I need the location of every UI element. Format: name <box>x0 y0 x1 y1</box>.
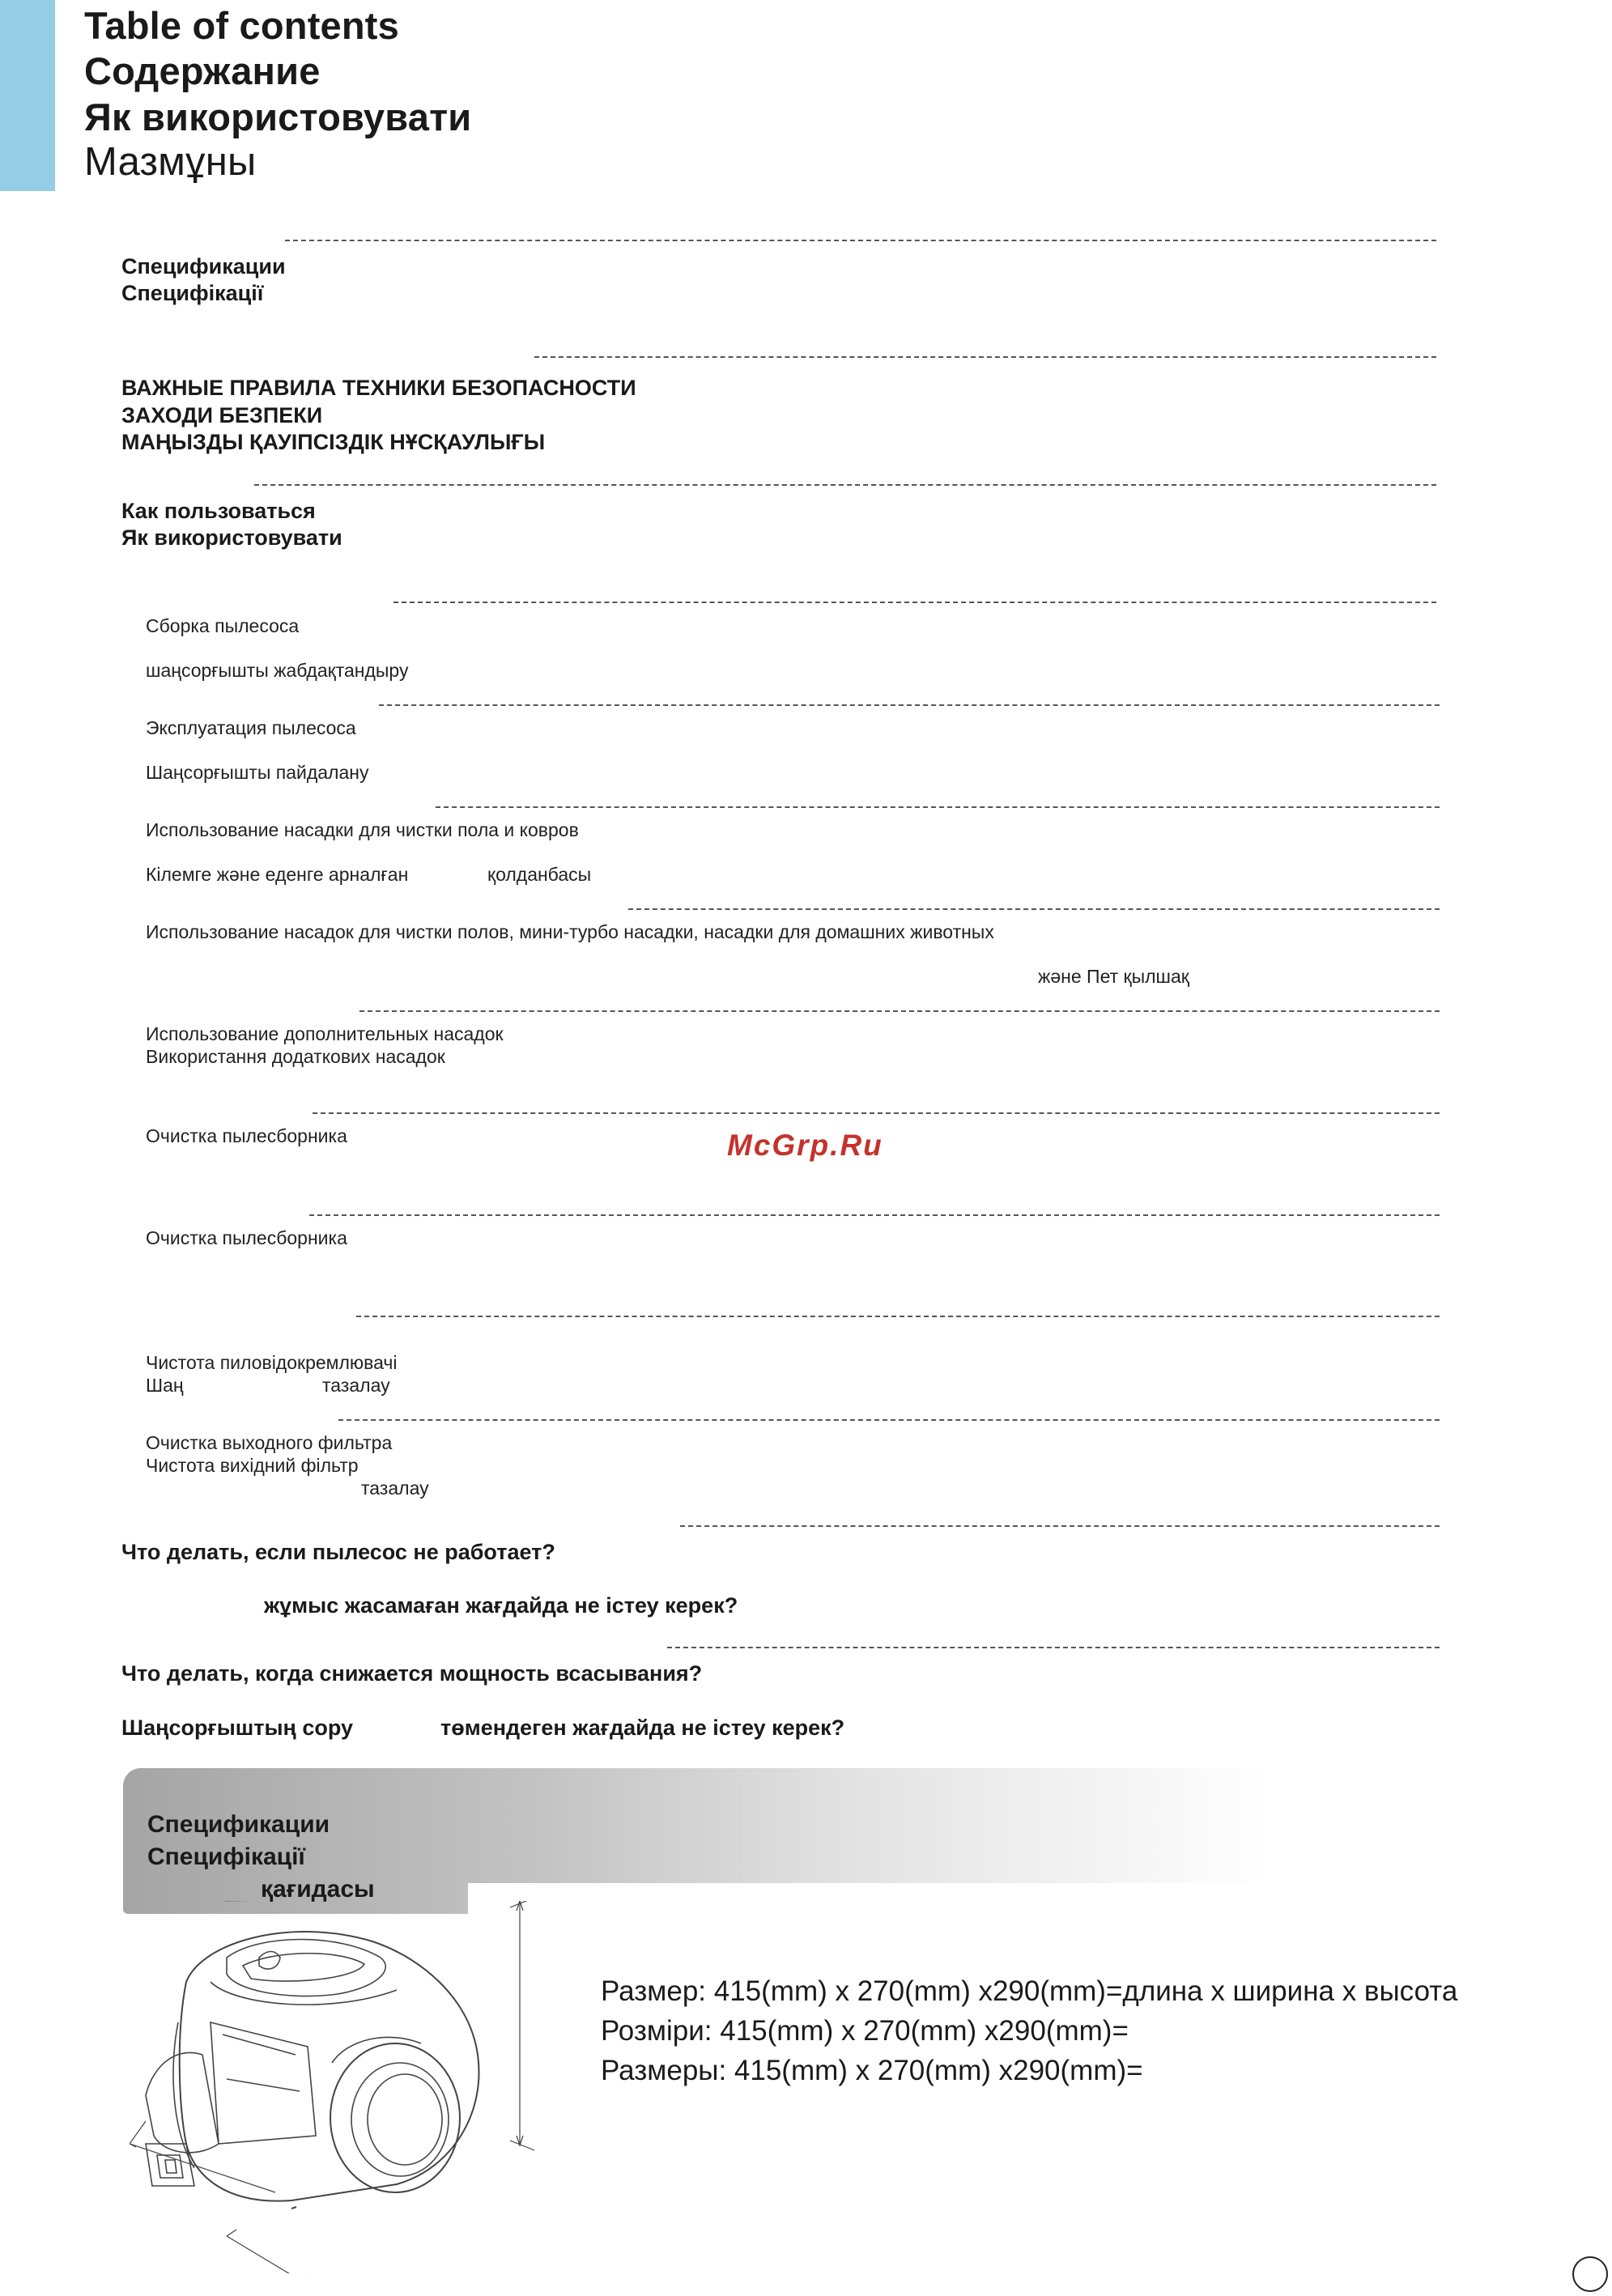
toc-leader-operation <box>379 704 1440 706</box>
toc-exhaust-filter-ru[interactable]: Очистка выходного фильтра <box>146 1432 393 1453</box>
toc-dust-bin-2[interactable]: Очистка пылесборника <box>146 1227 347 1248</box>
toc-leader-accessories <box>359 1010 1440 1012</box>
toc-turbo-nozzle-kk[interactable]: және Пет қылшақ <box>1038 966 1189 987</box>
specifications-title-kk: қағидасы <box>261 1876 375 1903</box>
title-soderzhanie: Содержание <box>84 49 321 92</box>
toc-floor-nozzle-ru[interactable]: Использование насадки для чистки пола и ковров <box>146 819 579 840</box>
toc-dust-bin-1[interactable]: Очистка пылесборника <box>146 1125 347 1146</box>
toc-usage-ru[interactable]: Как пользоваться <box>121 499 316 523</box>
specifications-title-ru: Спецификации <box>147 1811 330 1838</box>
toc-accessories-uk[interactable]: Використання додаткових насадок <box>146 1046 445 1067</box>
toc-exhaust-filter-kk[interactable]: тазалау <box>361 1478 429 1499</box>
toc-operation-kk[interactable]: Шаңсорғышты пайдалану <box>146 762 369 783</box>
dimension-line-uk: Розміри: 415(mm) x 270(mm) x290(mm)= <box>601 2015 1129 2047</box>
toc-leader-dust-bin-1 <box>313 1112 1440 1114</box>
toc-floor-nozzle-kk-suffix[interactable]: қолданбасы <box>487 864 592 885</box>
vacuum-cleaner-drawing <box>130 1901 567 2273</box>
toc-assembly-kk[interactable]: шаңсорғышты жабдақтандыру <box>146 660 409 681</box>
title-table-of-contents: Table of contents <box>84 4 399 47</box>
toc-safety-kk[interactable]: МАҢЫЗДЫ ҚАУІПСІЗДІК НҰСҚАУЛЫҒЫ <box>121 430 546 454</box>
toc-low-suction-kk-suffix[interactable]: төмендеген жағдайда не істеу керек? <box>440 1716 845 1740</box>
toc-not-working-ru[interactable]: Что делать, если пылесос не работает? <box>121 1540 555 1564</box>
toc-leader-dust-bin-2 <box>309 1214 1440 1216</box>
toc-separator-kk-suffix[interactable]: тазалау <box>322 1375 390 1396</box>
toc-leader-safety <box>534 356 1436 358</box>
toc-leader-floor-nozzle <box>436 806 1440 808</box>
header-accent-bar <box>0 0 55 191</box>
toc-specs-ru[interactable]: Спецификации <box>121 254 286 278</box>
toc-low-suction-ru[interactable]: Что делать, когда снижается мощность всасывания? <box>121 1661 703 1686</box>
toc-leader-not-working <box>680 1525 1440 1527</box>
banner-notch <box>468 1883 1278 1915</box>
toc-safety-uk[interactable]: ЗАХОДИ БЕЗПЕКИ <box>121 403 323 427</box>
toc-turbo-nozzle-ru[interactable]: Использование насадок для чистки полов, мини-турбо насадки, насадки для домашних животных <box>146 921 994 942</box>
toc-leader-usage <box>254 484 1436 486</box>
toc-separator-kk[interactable]: Шаң <box>146 1375 184 1396</box>
toc-assembly-ru[interactable]: Сборка пылесоса <box>146 615 300 636</box>
specifications-title-uk: Специфікації <box>147 1843 305 1870</box>
dimension-line-ru: Размер: 415(mm) x 270(mm) x290(mm)=длина x ширина x высота <box>601 1975 1458 2007</box>
toc-separator-uk[interactable]: Чистота пиловідокремлювачі <box>146 1352 398 1373</box>
toc-leader-low-suction <box>667 1647 1440 1648</box>
dimension-line-kk: Размеры: 415(mm) x 270(mm) x290(mm)= <box>601 2055 1143 2086</box>
toc-floor-nozzle-kk[interactable]: Кілемге және еденге арналған <box>146 864 409 885</box>
toc-not-working-kk[interactable]: жұмыс жасамаған жағдайда не істеу керек? <box>264 1593 738 1618</box>
toc-safety-ru[interactable]: ВАЖНЫЕ ПРАВИЛА ТЕХНИКИ БЕЗОПАСНОСТИ <box>121 376 636 400</box>
toc-leader-exhaust-filter <box>338 1419 1440 1421</box>
toc-usage-uk[interactable]: Як використовувати <box>121 525 342 550</box>
title-mazmuny: Мазмұны <box>84 140 257 184</box>
toc-low-suction-kk[interactable]: Шаңсорғыштың сору <box>121 1716 354 1740</box>
page-number-circle-icon <box>1572 2256 1608 2292</box>
toc-leader-specs <box>285 240 1436 241</box>
watermark: McGrp.Ru <box>727 1129 883 1162</box>
toc-specs-uk[interactable]: Специфікації <box>121 281 264 305</box>
title-yak-vykorystovuvaty: Як використовувати <box>84 96 472 138</box>
toc-operation-ru[interactable]: Эксплуатация пылесоса <box>146 717 356 738</box>
toc-leader-assembly <box>393 602 1436 603</box>
toc-leader-separator <box>356 1316 1440 1317</box>
toc-accessories-ru[interactable]: Использование дополнительных насадок <box>146 1023 504 1044</box>
toc-exhaust-filter-uk[interactable]: Чистота вихідний фільтр <box>146 1455 359 1476</box>
toc-leader-turbo-nozzle <box>628 908 1440 910</box>
